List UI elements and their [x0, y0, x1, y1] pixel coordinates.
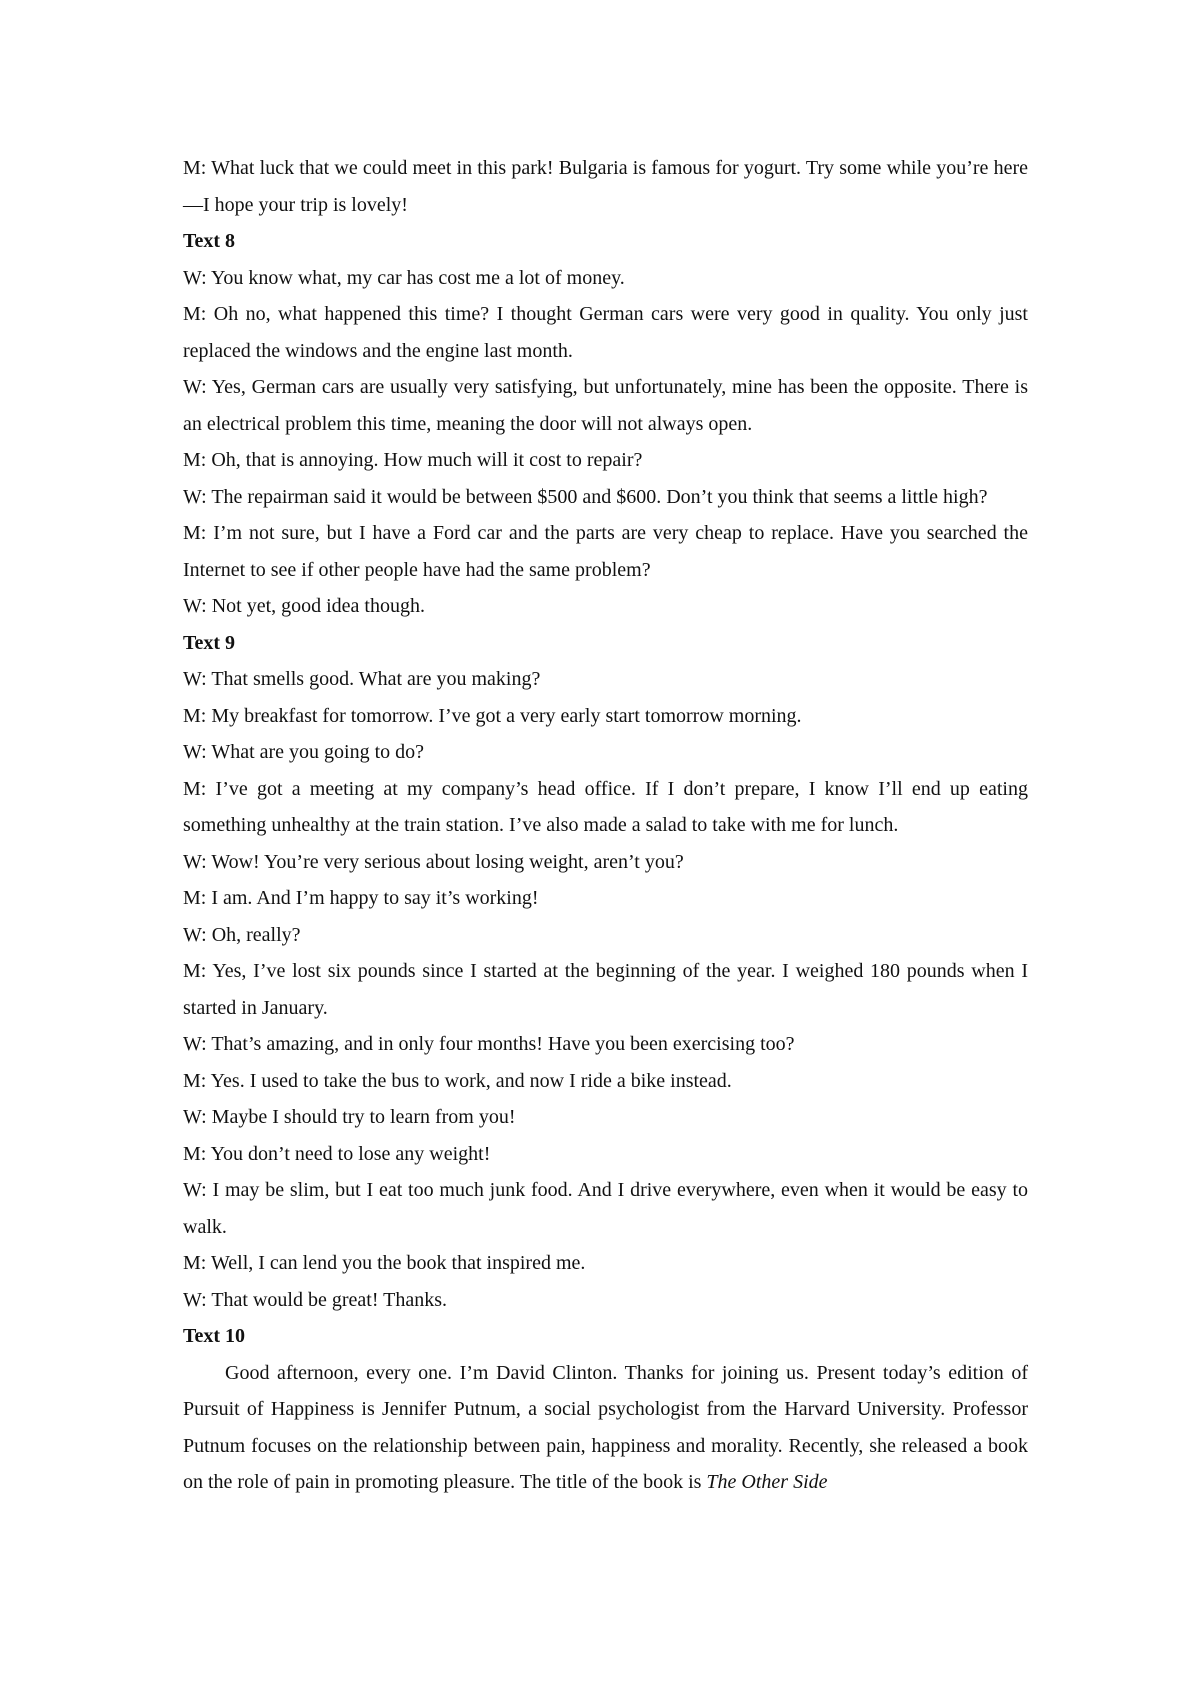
book-title: The Other Side [706, 1471, 828, 1493]
document-page [183, 150, 1028, 1501]
dialogue-line: M: Yes, I’ve lost six pounds since I started at the beginning of the year. I weighed 180 pounds when I started in January. [183, 960, 1028, 1019]
dialogue-line: M: I am. And I’m happy to say it’s working! [183, 887, 539, 909]
monologue-paragraph [183, 1355, 1028, 1501]
dialogue-line: M: You don’t need to lose any weight! [183, 1142, 491, 1165]
dialogue-line: W: Yes, German cars are usually very satisfying, but unfortunately, mine has been the opposite. There is an electrical problem this time, meaning the door will not always open. [183, 376, 1028, 435]
dialogue-line: M: I’m not sure, but I have a Ford car and the parts are very cheap to replace. Have you searched the Internet to see if other people have had the same problem? [183, 522, 1028, 581]
dialogue-line: W: Oh, really? [183, 923, 301, 946]
dialogue-line: W: Wow! You’re very serious about losing weight, aren’t you? [183, 850, 684, 873]
dialogue-line: M: My breakfast for tomorrow. I’ve got a very early start tomorrow morning. [183, 704, 802, 727]
dialogue-line: W: Not yet, good idea though. [183, 595, 425, 617]
dialogue-line: W: What are you going to do? [183, 741, 425, 763]
section-heading-text-10: Text 10 [183, 1325, 246, 1347]
dialogue-line: M: What luck that we could meet in this park! Bulgaria is famous for yogurt. Try some while you’re here—I hope your trip is lovely! [183, 157, 1028, 216]
dialogue-line: M: Yes. I used to take the bus to work, and now I ride a bike instead. [183, 1069, 732, 1092]
dialogue-line: M: Oh no, what happened this time? I thought German cars were very good in quality. You only just replaced the windows and the engine last month. [183, 303, 1028, 362]
dialogue-line: W: That’s amazing, and in only four months! Have you been exercising too? [183, 1033, 795, 1055]
section-heading-text-8: Text 8 [183, 230, 236, 252]
dialogue-line: M: I’ve got a meeting at my company’s head office. If I don’t prepare, I know I’ll end up eating something unhealthy at the train station. I’ve also made a salad to take with me for lunch. [183, 777, 1028, 836]
dialogue-line: W: I may be slim, but I eat too much junk food. And I drive everywhere, even when it would be easy to walk. [183, 1179, 1028, 1238]
dialogue-line: M: Well, I can lend you the book that inspired me. [183, 1252, 586, 1274]
dialogue-line: W: That smells good. What are you making? [183, 668, 541, 690]
dialogue-line: W: You know what, my car has cost me a lot of money. [183, 266, 625, 289]
dialogue-line: W: The repairman said it would be between $500 and $600. Don’t you think that seems a little high? [183, 485, 988, 508]
monologue-text: Good afternoon, every one. I’m David Clinton. Thanks for joining us. Present today’s edition of Pursuit of Happiness is Jennifer Putnum, a social psychologist from the Harvard University. Professor Putnum focuses on the relationship between pain, happiness and morality. Recently, she released a book on the role of pain in promoting pleasure. The title of the book is [183, 1361, 1028, 1493]
dialogue-line: W: Maybe I should try to learn from you! [183, 1106, 516, 1128]
section-heading-text-9: Text 9 [183, 631, 236, 654]
dialogue-line: W: That would be great! Thanks. [183, 1288, 448, 1311]
dialogue-line: M: Oh, that is annoying. How much will it cost to repair? [183, 449, 643, 471]
